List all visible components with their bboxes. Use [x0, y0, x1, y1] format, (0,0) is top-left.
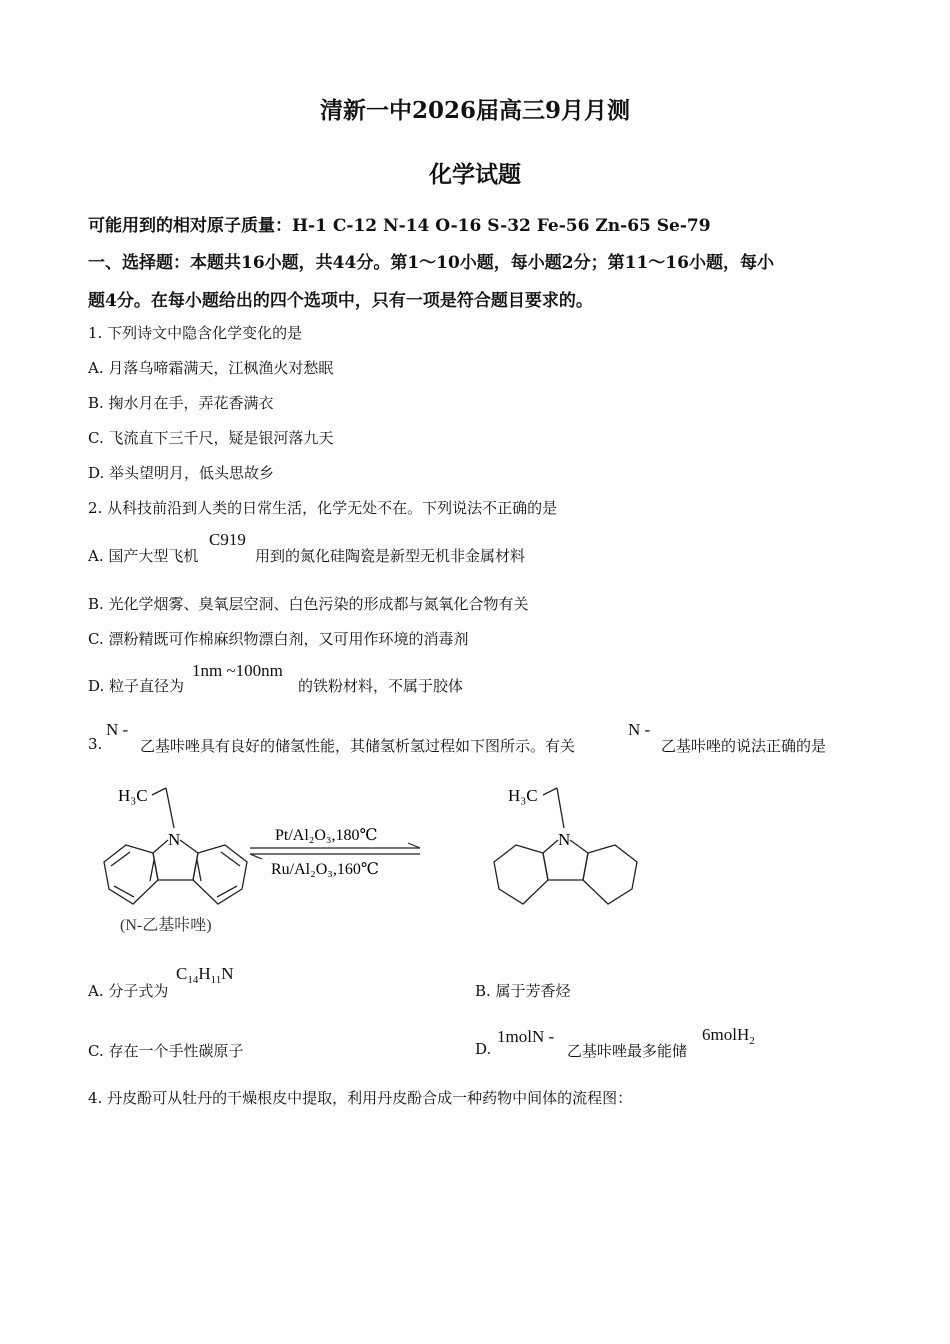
q2-option-d-text: 的铁粉材料，不属于胶体	[298, 677, 464, 695]
section1-line1: 一、选择题：本题共16小题，共44分。第1～10小题，每小题2分；第11～16小题，每小	[88, 253, 774, 273]
q3-number: 3.	[88, 735, 103, 753]
q3-option-a-text: A. 分子式为	[88, 982, 169, 1000]
reaction-scheme	[90, 770, 670, 945]
q2-option-c: C. 漂粉精既可作棉麻织物漂白剂，又可用作环境的消毒剂	[88, 630, 469, 648]
q1-option-d: D. 举头望明月，低头思故乡	[88, 464, 275, 482]
right-n-label: N	[558, 830, 571, 849]
left-ethyl-label: H₃C	[118, 786, 148, 805]
q2-option-d-prefix: D. 粒子直径为	[88, 677, 185, 695]
q1-option-b: B. 掬水月在手，弄花香满衣	[88, 394, 274, 412]
section1-line2: 题4分。在每小题给出的四个选项中，只有一项是符合题目要求的。	[88, 291, 593, 311]
q3-n-prefix-1: N -	[106, 720, 129, 739]
q1-option-a: A. 月落乌啼霜满天，江枫渔火对愁眠	[88, 359, 334, 377]
q2-option-a-formula: C919	[209, 530, 246, 549]
q1-stem: 1. 下列诗文中隐含化学变化的是	[88, 324, 303, 342]
q2-option-b: B. 光化学烟雾、臭氧层空洞、白色污染的形成都与氮氧化合物有关	[88, 595, 529, 613]
q3-option-d-prefix: D.	[475, 1040, 492, 1058]
q3-stem-part1: 乙基咔唑具有良好的储氢性能，其储氢析氢过程如下图所示。有关	[140, 737, 576, 755]
equilibrium-arrows	[250, 843, 420, 859]
q4-stem: 4. 丹皮酚可从牡丹的干燥根皮中提取，利用丹皮酚合成一种药物中间体的流程图：	[88, 1089, 633, 1107]
q2-option-a-prefix: A. 国产大型飞机	[88, 547, 199, 565]
q3-option-d-formula1: 1molN -	[497, 1027, 555, 1046]
q3-option-a-formula: $C_{14}H_{11}N$	[176, 964, 234, 986]
q2-stem: 2. 从科技前沿到人类的日常生活，化学无处不在。下列说法不正确的是	[88, 499, 558, 517]
left-compound-name: (N-乙基咔唑)	[120, 917, 212, 934]
q1-option-c: C. 飞流直下三千尺，疑是银河落九天	[88, 429, 334, 447]
page-subtitle: 化学试题	[429, 161, 521, 188]
q3-option-d-formula2: 6molH$_2$	[702, 1025, 755, 1047]
q2-option-d-formula: 1nm ~100nm	[192, 661, 283, 680]
page-title: 清新一中2026届高三9月月测	[319, 97, 631, 124]
left-n-label: N	[168, 830, 181, 849]
arrow-bottom-condition: Ru/Al₂O₃,160℃	[271, 861, 379, 878]
arrow-top-condition: Pt/Al₂O₃,180℃	[275, 827, 378, 844]
q3-option-c: C. 存在一个手性碳原子	[88, 1042, 244, 1060]
q3-stem-part2: 乙基咔唑的说法正确的是	[661, 737, 827, 755]
q3-option-b: B. 属于芳香烃	[475, 982, 571, 1000]
q3-option-d-text: 乙基咔唑最多能储	[567, 1042, 688, 1060]
atomic-masses: 可能用到的相对原子质量：H-1 C-12 N-14 O-16 S-32 Fe-56 Zn-65 Se-79	[88, 216, 711, 236]
right-ethyl-label: H₃C	[508, 786, 538, 805]
q3-n-prefix-2: N -	[628, 720, 651, 739]
q2-option-a-text: 用到的氮化硅陶瓷是新型无机非金属材料	[255, 547, 526, 565]
